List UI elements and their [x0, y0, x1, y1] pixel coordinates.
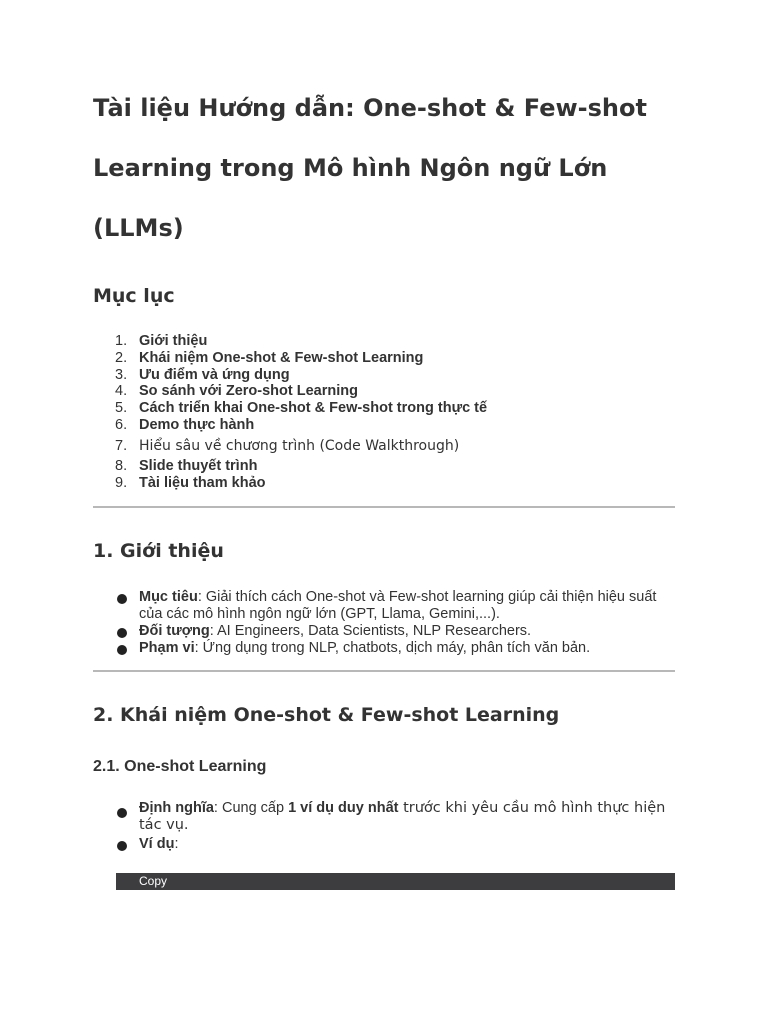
- list-item: Đối tượng: AI Engineers, Data Scientists, NLP Researchers.: [93, 623, 675, 640]
- bullet-dot: [117, 808, 127, 818]
- section-1-bullets: [93, 589, 675, 657]
- subsection-2-1-heading: 2.1. One-shot Learning: [93, 758, 267, 775]
- bullet-dot: [117, 628, 127, 638]
- table-of-contents: [93, 333, 487, 491]
- toc-item[interactable]: 9. Tài liệu tham khảo: [115, 474, 266, 491]
- toc-item[interactable]: 3. Ưu điểm và ứng dụng: [115, 366, 290, 383]
- bullet-dot: [117, 594, 127, 604]
- toc-item[interactable]: 5. Cách triển khai One-shot & Few-shot trong thực tế: [115, 400, 488, 417]
- toc-item[interactable]: 6. Demo thực hành: [115, 416, 255, 433]
- divider: [93, 506, 675, 508]
- divider: [93, 670, 675, 672]
- bullet-dot: [117, 841, 127, 851]
- list-item: Phạm vi: Ứng dụng trong NLP, chatbots, dịch máy, phân tích văn bản.: [93, 640, 675, 657]
- toc-heading: Mục lục: [93, 285, 175, 307]
- document-title: Tài liệu Hướng dẫn: One-shot & Few-shot Learning trong Mô hình Ngôn ngữ Lớn (LLMs): [93, 94, 647, 242]
- list-item: Ví dụ:: [93, 836, 675, 853]
- section-1-heading: 1. Giới thiệu: [93, 540, 224, 562]
- toc-item[interactable]: 8. Slide thuyết trình: [115, 457, 258, 474]
- subsection-2-1-bullets: [93, 800, 675, 853]
- code-block-header: [116, 873, 675, 890]
- section-2-heading: 2. Khái niệm One-shot & Few-shot Learning: [93, 704, 560, 726]
- list-item: Mục tiêu: Giải thích cách One-shot và Few-shot learning giúp cải thiện hiệu suất của các mô hình ngôn ngữ lớn (GPT, Llama, Gemini,...).: [93, 589, 675, 623]
- bullet-dot: [117, 645, 127, 655]
- list-item: Định nghĩa: Cung cấp 1 ví dụ duy nhất trước khi yêu cầu mô hình thực hiện tác vụ.: [93, 800, 675, 834]
- toc-item[interactable]: 1. Giới thiệu: [115, 333, 208, 349]
- toc-item[interactable]: 2. Khái niệm One-shot & Few-shot Learning: [115, 349, 424, 366]
- toc-item[interactable]: 4. So sánh với Zero-shot Learning: [115, 383, 358, 400]
- copy-button[interactable]: Copy: [139, 874, 168, 888]
- toc-item[interactable]: 7. Hiểu sâu về chương trình (Code Walkthrough): [115, 437, 460, 454]
